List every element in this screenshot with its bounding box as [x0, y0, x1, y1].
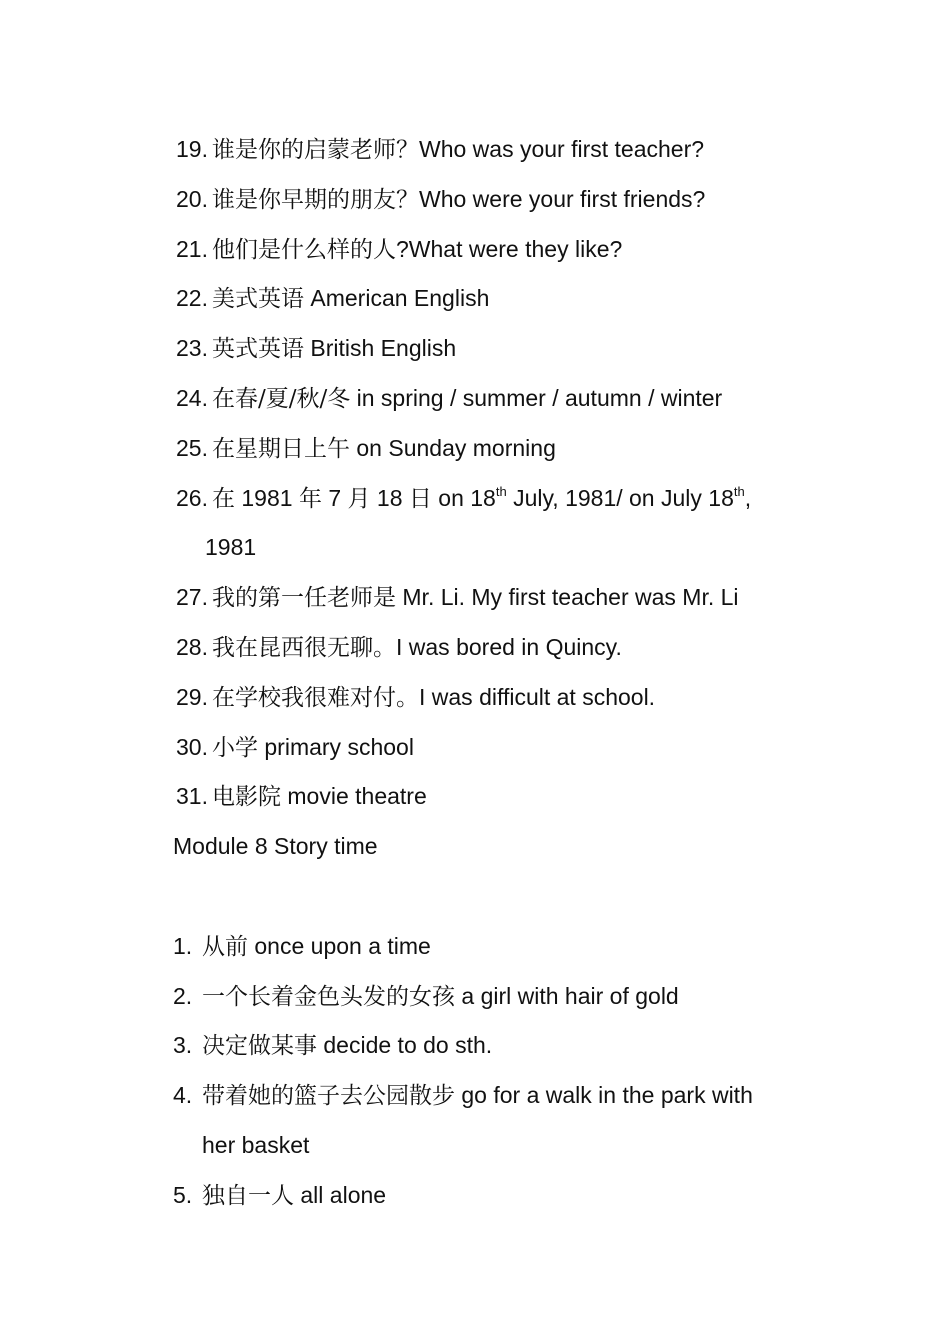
item-chinese: 在学校我很难对付。: [212, 684, 419, 711]
list-item: [0, 673, 950, 723]
item-text: [202, 1071, 753, 1122]
list-item: [0, 1021, 950, 1071]
item-text: [212, 324, 456, 375]
item-english: ,: [744, 484, 752, 511]
item-chinese: 决定做某事: [202, 1033, 317, 1060]
item-number: 5.: [173, 1181, 193, 1208]
item-english: I was bored in Quincy.: [396, 633, 622, 660]
item-english: a girl with hair of gold: [455, 982, 679, 1009]
item-english: July, 1981/ on July 18: [506, 484, 734, 511]
list-item: [0, 772, 950, 822]
item-chinese: 从前: [202, 933, 248, 960]
item-number: 27.: [176, 584, 208, 611]
item-text: [212, 723, 414, 774]
item-english: decide to do sth.: [317, 1032, 493, 1059]
item-english: 7: [321, 484, 348, 511]
item-text: [212, 274, 489, 325]
item-chinese: 月: [347, 485, 371, 512]
list-item: [0, 723, 950, 773]
item-text: [202, 972, 679, 1023]
list-item: [0, 225, 950, 275]
item-text: [212, 175, 705, 226]
item-number: 28.: [176, 633, 208, 660]
ordinal-superscript: th: [495, 483, 507, 499]
item-chinese: 小学: [212, 734, 258, 761]
list-item: [0, 175, 950, 225]
item-text: [212, 125, 704, 176]
item-chinese: 独自一人: [202, 1182, 294, 1209]
item-chinese: 在: [212, 485, 235, 512]
item-number: 24.: [176, 384, 208, 411]
item-number: 31.: [176, 783, 208, 810]
list-item: [0, 922, 950, 972]
list-item: [0, 623, 950, 673]
item-text: [212, 474, 751, 525]
item-english: Who were your first friends?: [419, 185, 706, 212]
list-item: [0, 474, 950, 524]
item-english: all alone: [294, 1181, 387, 1208]
item-english: once upon a time: [248, 932, 431, 959]
item-chinese: 美式英语: [212, 286, 304, 313]
item-english: British English: [304, 335, 457, 362]
item-number: 22.: [176, 285, 208, 312]
list-item: [0, 274, 950, 324]
item-english: on Sunday morning: [350, 434, 556, 461]
item-english: in spring / summer / autumn / winter: [350, 384, 723, 411]
item-chinese: 在星期日上午: [212, 435, 350, 462]
item-english: go for a walk in the park with: [455, 1082, 753, 1109]
item-text: [212, 573, 739, 624]
item-chinese: 我在昆西很无聊。: [212, 634, 396, 661]
item-text: [212, 424, 556, 475]
item-chinese: 一个长着金色头发的女孩: [202, 983, 455, 1010]
item-english: movie theatre: [281, 783, 427, 810]
item-number: 2.: [173, 982, 193, 1009]
item-chinese: 英式英语: [212, 336, 304, 363]
list-item: [0, 374, 950, 424]
item-number: 30.: [176, 733, 208, 760]
item-english: her basket: [202, 1131, 310, 1158]
item-text: [202, 1021, 492, 1072]
item-text: [212, 772, 427, 823]
list-item: [0, 424, 950, 474]
item-chinese: 我的第一任老师是: [212, 585, 396, 612]
item-chinese: 年: [298, 485, 322, 512]
item-text: [212, 673, 655, 724]
item-text: [202, 1171, 386, 1222]
list-item: [0, 573, 950, 623]
module-heading: Module 8 Story time: [173, 833, 378, 860]
list-item: [0, 125, 950, 175]
item-number: 1.: [173, 932, 193, 959]
item-english: ?What were they like?: [396, 235, 623, 262]
item-english: Mr. Li. My first teacher was Mr. Li: [396, 584, 739, 611]
item-chinese: 带着她的篮子去公园散步: [202, 1083, 455, 1110]
item-chinese: 他们是什么样的人: [212, 236, 396, 263]
item-english: on 18: [431, 484, 496, 511]
item-text: [212, 374, 722, 425]
item-english: I was difficult at school.: [419, 683, 656, 710]
item-chinese: 日: [408, 485, 432, 512]
list-item: [0, 324, 950, 374]
blank-line: [0, 872, 950, 922]
item-english: primary school: [258, 733, 414, 760]
document-content: [0, 125, 950, 1221]
item-english: American English: [304, 285, 490, 312]
item-number: 21.: [176, 235, 208, 262]
item-text: [212, 225, 622, 276]
list-item: [0, 1071, 950, 1121]
list-item: [0, 1171, 950, 1221]
list-item: [0, 972, 950, 1022]
item-number: 20.: [176, 185, 208, 212]
item-text: [202, 922, 431, 973]
module-heading-line: [0, 822, 950, 872]
item-number: 3.: [173, 1032, 193, 1059]
list-item-continuation: [0, 1121, 950, 1171]
list-item-continuation: [0, 523, 950, 573]
item-chinese: 在春/夏/秋/冬: [212, 385, 351, 412]
item-text: [212, 623, 622, 674]
item-number: 25.: [176, 434, 208, 461]
item-english: 18: [370, 484, 409, 511]
ordinal-superscript: th: [733, 483, 745, 499]
item-chinese: 电影院: [212, 784, 281, 811]
item-number: 4.: [173, 1082, 193, 1109]
item-english: Who was your first teacher?: [419, 136, 705, 162]
item-english: 1981: [205, 534, 257, 561]
item-number: 26.: [176, 484, 208, 511]
item-number: 23.: [176, 335, 208, 362]
item-chinese: 谁是你的启蒙老师？: [212, 137, 419, 163]
item-chinese: 谁是你早期的朋友？: [212, 186, 419, 213]
item-number: 19.: [176, 136, 208, 162]
item-number: 29.: [176, 683, 208, 710]
item-english: 1981: [235, 484, 299, 511]
